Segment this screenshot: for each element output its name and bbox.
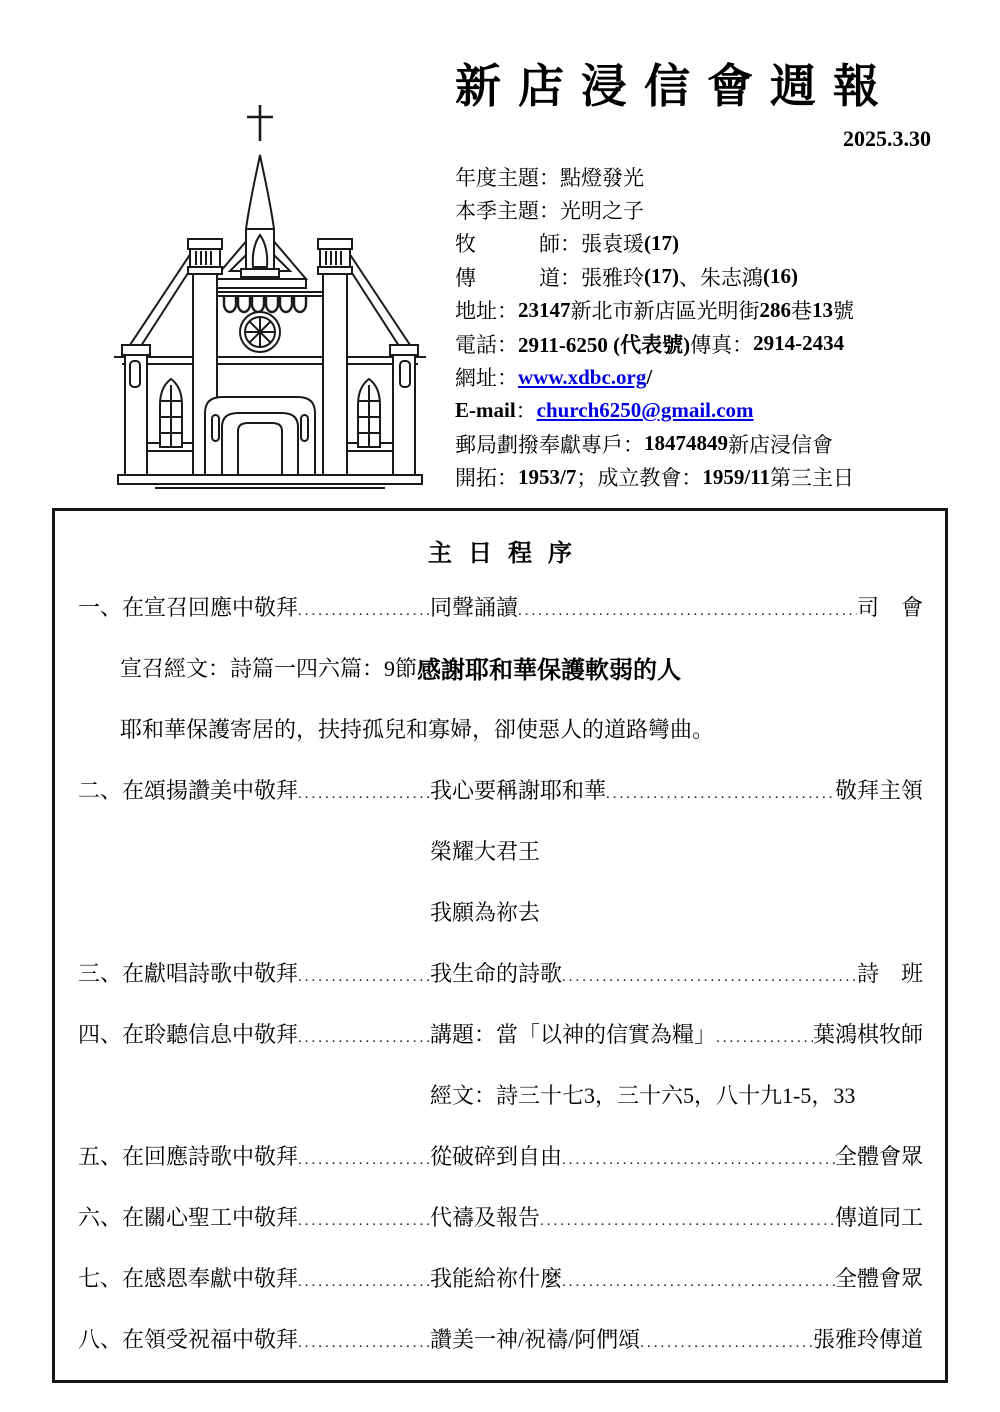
text-segment: 13 — [812, 297, 833, 322]
text-segment: E-mail — [455, 397, 516, 422]
row-content: 我能給祢什麼 — [430, 1266, 563, 1291]
info-line-ministers — [455, 260, 933, 293]
program-row-8 — [55, 1308, 945, 1369]
program-row-2 — [55, 759, 945, 820]
text-segment: (17) — [644, 230, 679, 255]
text-segment: (16) — [763, 264, 798, 289]
info-line-pastor — [455, 227, 933, 260]
row-item: 一、在宣召回應中敬拜 — [78, 595, 299, 620]
dot-leader — [540, 1213, 835, 1230]
dot-leader — [716, 1030, 813, 1047]
row-assignee: 張雅玲傳道 — [812, 1327, 923, 1352]
row-item: 七、在感恩奉獻中敬拜 — [78, 1266, 299, 1291]
dot-leader — [640, 1335, 813, 1352]
text-segment: 2914-2434 — [753, 331, 845, 356]
text-segment: 巷 — [791, 299, 812, 324]
row-assignee: 葉鴻棋牧師 — [812, 1022, 923, 1047]
dot-leader — [606, 786, 835, 803]
program-row-5 — [55, 1125, 945, 1186]
info-line-website — [455, 360, 933, 393]
program-rows — [55, 576, 945, 1369]
row-content: 代禱及報告 — [430, 1205, 541, 1230]
program-row-song-3 — [55, 881, 945, 942]
row-item: 二、在頌揚讚美中敬拜 — [78, 778, 299, 803]
cross-icon — [247, 105, 273, 141]
dot-leader — [298, 969, 430, 986]
row-assignee: 傳道同工 — [834, 1205, 923, 1230]
text-segment: 開拓： — [455, 466, 518, 491]
text-segment: 2911-6250 (代表號) — [518, 332, 691, 357]
scripture-ref: 宣召經文：詩篇一四六篇：9節 — [120, 656, 418, 681]
info-line-address — [455, 294, 933, 327]
program-row-3 — [55, 942, 945, 1003]
song-title: 榮耀大君王 — [430, 839, 541, 864]
program-row-6 — [55, 1186, 945, 1247]
info-line-founding — [455, 461, 933, 494]
program-row-1 — [55, 576, 945, 637]
program-row-scripture-text — [55, 698, 945, 759]
text-segment: 1959/11 — [702, 464, 771, 489]
text-segment: 18474849 — [644, 431, 728, 456]
program-title: 主日程序 — [428, 541, 588, 567]
dot-leader — [562, 1274, 835, 1291]
row-item: 四、在聆聽信息中敬拜 — [78, 1022, 299, 1047]
row-item: 八、在領受祝福中敬拜 — [78, 1327, 299, 1352]
dot-leader — [518, 603, 857, 620]
text-segment: 本季主題：光明之子 — [455, 199, 644, 224]
row-content: 講題：當「以神的信實為糧」 — [430, 1022, 717, 1047]
text-segment: 新店浸信會 — [728, 432, 833, 457]
text-segment: 第三主日 — [770, 466, 855, 491]
program-row-sermon-scripture — [55, 1064, 945, 1125]
text-segment: 、朱志鴻 — [679, 265, 763, 290]
dot-leader — [298, 1213, 430, 1230]
text-segment: 郵局劃撥奉獻專戶： — [455, 432, 644, 457]
info-line-season-theme — [455, 193, 933, 226]
sermon-scripture: 經文：詩三十七3，三十六5，八十九1-5，33 — [430, 1083, 856, 1108]
issue-date: 2025.3.30 — [843, 126, 931, 151]
dot-leader — [298, 1274, 430, 1291]
row-item: 六、在關心聖工中敬拜 — [78, 1205, 299, 1230]
row-content: 我心要稱謝耶和華 — [430, 778, 607, 803]
row-assignee: 全體會眾 — [834, 1266, 923, 1291]
dot-leader — [298, 1335, 430, 1352]
dot-leader — [562, 1152, 835, 1169]
row-content: 同聲誦讀 — [430, 595, 519, 620]
program-row-scripture-call — [55, 637, 945, 698]
info-line-annual-theme — [455, 160, 933, 193]
sunday-program-box — [52, 508, 948, 1383]
program-row-7 — [55, 1247, 945, 1308]
hyperlink[interactable]: www.xdbc.org — [518, 364, 647, 389]
church-illustration — [100, 95, 440, 490]
hyperlink[interactable]: church6250@gmail.com — [536, 397, 754, 422]
text-segment: 牧 師：張袁瑗 — [455, 232, 644, 257]
dot-leader — [298, 786, 430, 803]
text-segment: 傳 道：張雅玲 — [455, 265, 644, 290]
row-item: 三、在獻唱詩歌中敬拜 — [78, 961, 299, 986]
program-row-song-2 — [55, 820, 945, 881]
text-segment: 1953/7 — [518, 464, 577, 489]
text-segment: 286 — [759, 297, 791, 322]
program-row-4 — [55, 1003, 945, 1064]
scripture-emphasis: 感謝耶和華保護軟弱的人 — [417, 658, 682, 684]
row-item: 五、在回應詩歌中敬拜 — [78, 1144, 299, 1169]
row-assignee: 司 會 — [856, 595, 923, 620]
text-segment: 地址： — [455, 299, 518, 324]
dot-leader — [298, 1152, 430, 1169]
text-segment: 網址： — [455, 366, 518, 391]
text-segment: ；成立教會： — [576, 466, 703, 491]
dot-leader — [562, 969, 857, 986]
text-segment: 電話： — [455, 332, 518, 357]
info-line-email — [455, 394, 933, 427]
info-line-postal-account — [455, 427, 933, 460]
text-segment: ： — [515, 399, 537, 424]
text-segment: 新北市新店區光明街 — [570, 299, 760, 324]
row-assignee: 詩 班 — [856, 961, 923, 986]
info-line-phone-fax — [455, 327, 933, 360]
text-segment: (17) — [644, 264, 679, 289]
text-segment: 傳真： — [690, 332, 754, 357]
dot-leader — [298, 1030, 430, 1047]
row-content: 從破碎到自由 — [430, 1144, 563, 1169]
row-assignee: 全體會眾 — [834, 1144, 923, 1169]
text-segment: 年度主題：點燈發光 — [455, 165, 644, 190]
row-content: 我生命的詩歌 — [430, 961, 563, 986]
song-title: 我願為祢去 — [430, 900, 541, 925]
page-title: 新店浸信會週報 — [455, 61, 896, 112]
text-segment: 23147 — [518, 297, 571, 322]
row-assignee: 敬拜主領 — [834, 778, 923, 803]
row-content: 讚美一神/祝禱/阿們頌 — [430, 1327, 641, 1352]
bulletin-header — [455, 50, 933, 494]
dot-leader — [298, 603, 430, 620]
text-segment: 號 — [833, 299, 854, 324]
text-segment: / — [646, 364, 653, 389]
scripture-text: 耶和華保護寄居的，扶持孤兒和寡婦，卻使惡人的道路彎曲。 — [120, 717, 715, 742]
